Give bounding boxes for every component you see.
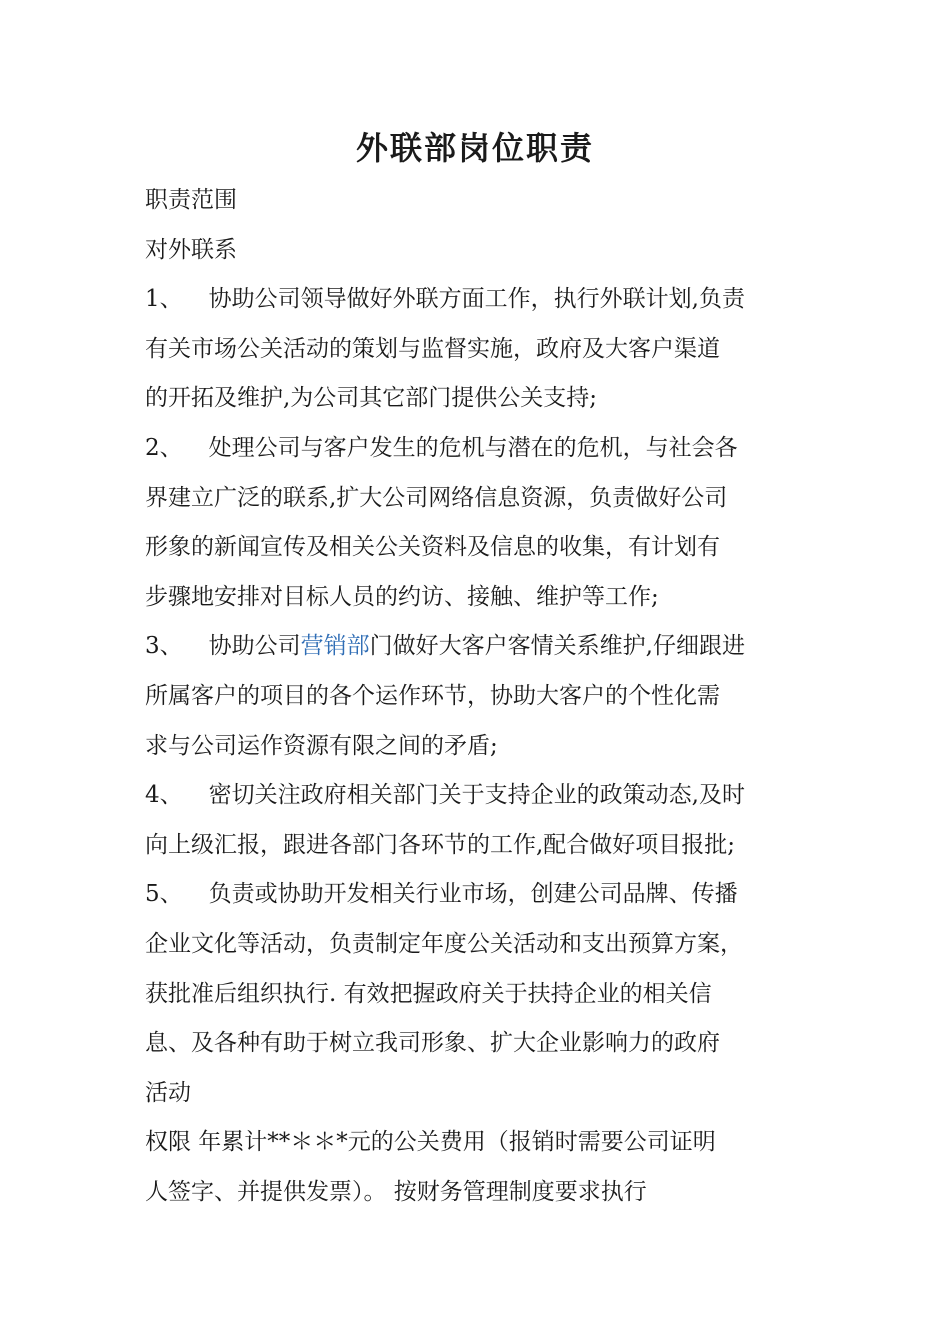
marketing-dept-link[interactable]: 营销部 bbox=[300, 633, 370, 660]
item-3-line-1 bbox=[145, 622, 810, 672]
item-5-line-3: 获批准后组织执行. 有效把握政府关于扶持企业的相关信 bbox=[145, 980, 712, 1007]
item-3-text-pre: 协助公司 bbox=[208, 633, 301, 660]
item-5-line-5: 活动 bbox=[145, 1079, 191, 1106]
item-4-text: 密切关注政府相关部门关于支持企业的政策动态,及时 bbox=[208, 782, 745, 809]
item-3-number: 3、 bbox=[145, 633, 183, 660]
authority-line-2: 人签字、并提供发票）。 按财务管理制度要求执行 bbox=[145, 1178, 647, 1205]
document-body bbox=[145, 176, 810, 1217]
item-3-line-3: 求与公司运作资源有限之间的矛盾; bbox=[145, 732, 498, 759]
item-1-number: 1、 bbox=[145, 286, 183, 313]
item-5-number: 5、 bbox=[145, 881, 183, 908]
item-3-text-post: 门做好大客户客情关系维护,仔细跟进 bbox=[369, 633, 745, 660]
page-title: 外联部岗位职责 bbox=[355, 129, 594, 167]
item-5-line-4: 息、及各种有助于树立我司形象、扩大企业影响力的政府 bbox=[145, 1030, 720, 1057]
item-4-line-1 bbox=[145, 771, 810, 821]
item-1-text: 协助公司领导做好外联方面工作，执行外联计划,负责 bbox=[208, 286, 745, 313]
item-5-line-1 bbox=[145, 870, 810, 920]
item-5-line-2: 企业文化等活动，负责制定年度公关活动和支出预算方案， bbox=[145, 930, 743, 957]
section-heading-external: 对外联系 bbox=[145, 236, 237, 263]
item-2-number: 2、 bbox=[145, 434, 183, 461]
item-4-number: 4、 bbox=[145, 782, 183, 809]
item-2-text: 处理公司与客户发生的危机与潜在的危机，与社会各 bbox=[208, 434, 738, 461]
item-4-line-2: 向上级汇报，跟进各部门各环节的工作,配合做好项目报批; bbox=[145, 831, 736, 858]
authority-line-1: 权限 年累计**＊＊*元的公关费用（报销时需要公司证明 bbox=[145, 1129, 716, 1156]
item-2-line-2: 界建立广泛的联系,扩大公司网络信息资源，负责做好公司 bbox=[145, 484, 728, 511]
item-2-line-3: 形象的新闻宣传及相关公关资料及信息的收集，有计划有 bbox=[145, 534, 720, 561]
item-1-line-1 bbox=[145, 275, 810, 325]
item-2-line-1 bbox=[145, 424, 810, 474]
item-1-line-2: 有关市场公关活动的策划与监督实施，政府及大客户渠道 bbox=[145, 335, 720, 362]
item-1-line-3: 的开拓及维护,为公司其它部门提供公关支持; bbox=[145, 385, 598, 412]
item-3-line-2: 所属客户的项目的各个运作环节，协助大客户的个性化需 bbox=[145, 682, 720, 709]
section-heading-scope: 职责范围 bbox=[145, 187, 237, 213]
item-2-line-4: 步骤地安排对目标人员的约访、接触、维护等工作; bbox=[145, 583, 659, 610]
item-5-text: 负责或协助开发相关行业市场，创建公司品牌、传播 bbox=[208, 881, 738, 908]
